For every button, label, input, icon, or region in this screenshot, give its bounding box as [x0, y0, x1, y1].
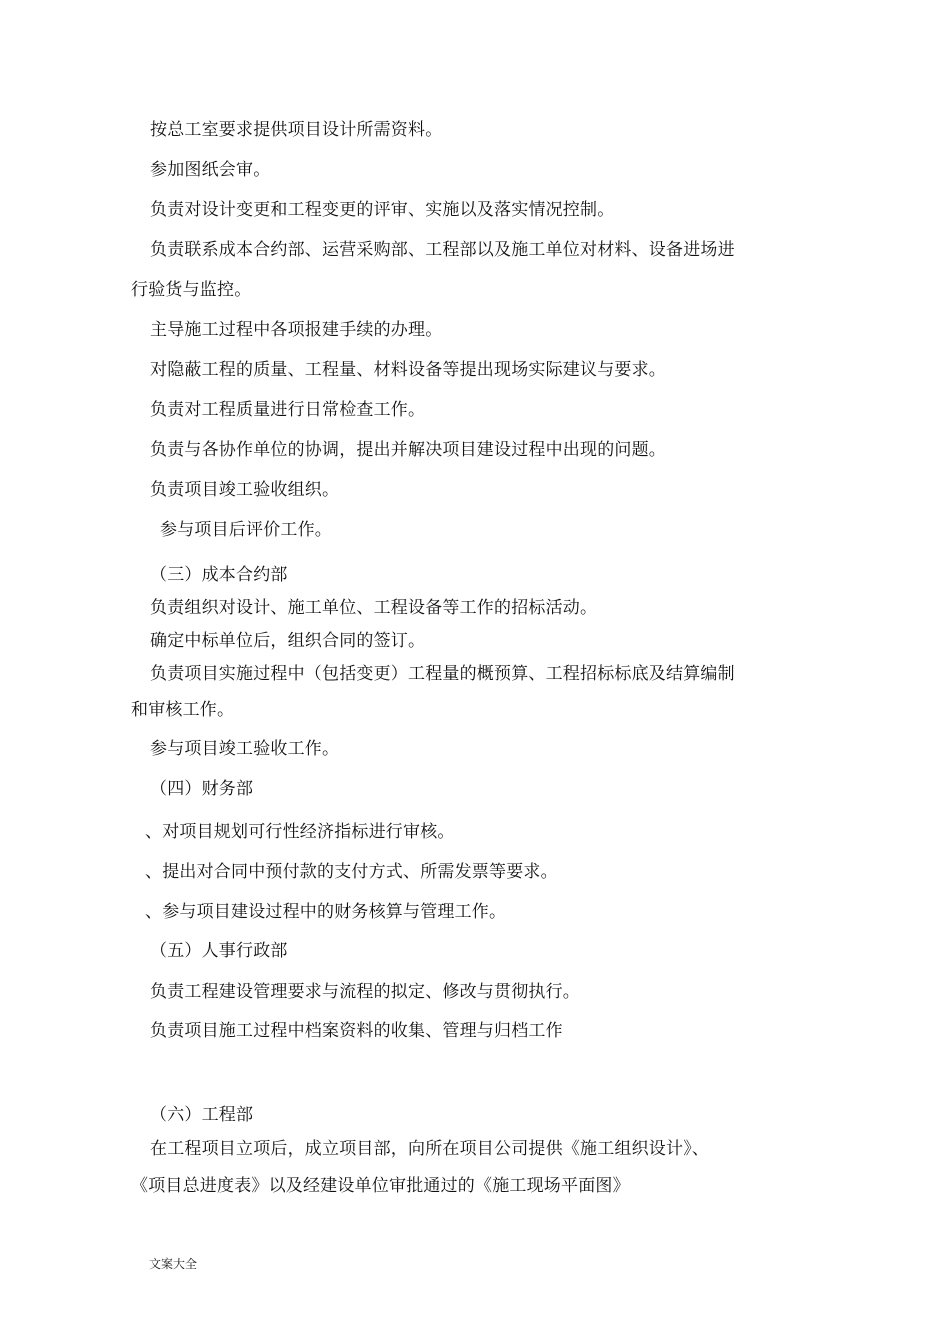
text-line-4: 负责联系成本合约部、运营采购部、工程部以及施工单位对材料、设备进场进: [150, 240, 735, 260]
page-footer: 文案大全: [149, 1257, 198, 1271]
text-line-3: 负责对设计变更和工程变更的评审、实施以及落实情况控制。: [150, 200, 615, 220]
text-line-1: 按总工室要求提供项目设计所需资料。: [150, 120, 443, 140]
text-line-24: 负责项目施工过程中档案资料的收集、管理与归档工作: [150, 1021, 563, 1041]
text-line-23: 负责工程建设管理要求与流程的拟定、修改与贯彻执行。: [150, 982, 580, 1002]
text-line-19: 、对项目规划可行性经济指标进行审核。: [145, 822, 455, 842]
text-line-17: 参与项目竣工验收工作。: [150, 739, 340, 759]
text-line-13: 负责组织对设计、施工单位、工程设备等工作的招标活动。: [150, 598, 598, 618]
section-heading-hr-admin: （五）人事行政部: [150, 941, 288, 961]
text-line-7: 对隐蔽工程的质量、工程量、材料设备等提出现场实际建议与要求。: [150, 360, 666, 380]
text-line-26: 在工程项目立项后，成立项目部，向所在项目公司提供《施工组织设计》、: [150, 1139, 710, 1159]
text-line-6: 主导施工过程中各项报建手续的办理。: [150, 320, 443, 340]
text-line-20: 、提出对合同中预付款的支付方式、所需发票等要求。: [145, 862, 558, 882]
text-line-8: 负责对工程质量进行日常检查工作。: [150, 400, 426, 420]
text-line-5: 行验货与监控。: [131, 280, 252, 300]
text-line-21: 、参与项目建设过程中的财务核算与管理工作。: [145, 902, 507, 922]
text-line-15: 负责项目实施过程中（包括变更）工程量的概预算、工程招标标底及结算编制: [150, 664, 735, 684]
section-heading-finance: （四）财务部: [150, 779, 254, 799]
text-line-9: 负责与各协作单位的协调，提出并解决项目建设过程中出现的问题。: [150, 440, 666, 460]
text-line-11: 参与项目后评价工作。: [160, 520, 332, 540]
text-line-16: 和审核工作。: [131, 700, 235, 720]
section-heading-engineering: （六）工程部: [150, 1105, 254, 1125]
text-line-10: 负责项目竣工验收组织。: [150, 480, 340, 500]
section-heading-cost-contract: （三）成本合约部: [150, 565, 288, 585]
text-line-14: 确定中标单位后，组织合同的签订。: [150, 631, 426, 651]
text-line-2: 参加图纸会审。: [150, 160, 271, 180]
text-line-27: 《项目总进度表》以及经建设单位审批通过的《施工现场平面图》: [131, 1176, 630, 1196]
